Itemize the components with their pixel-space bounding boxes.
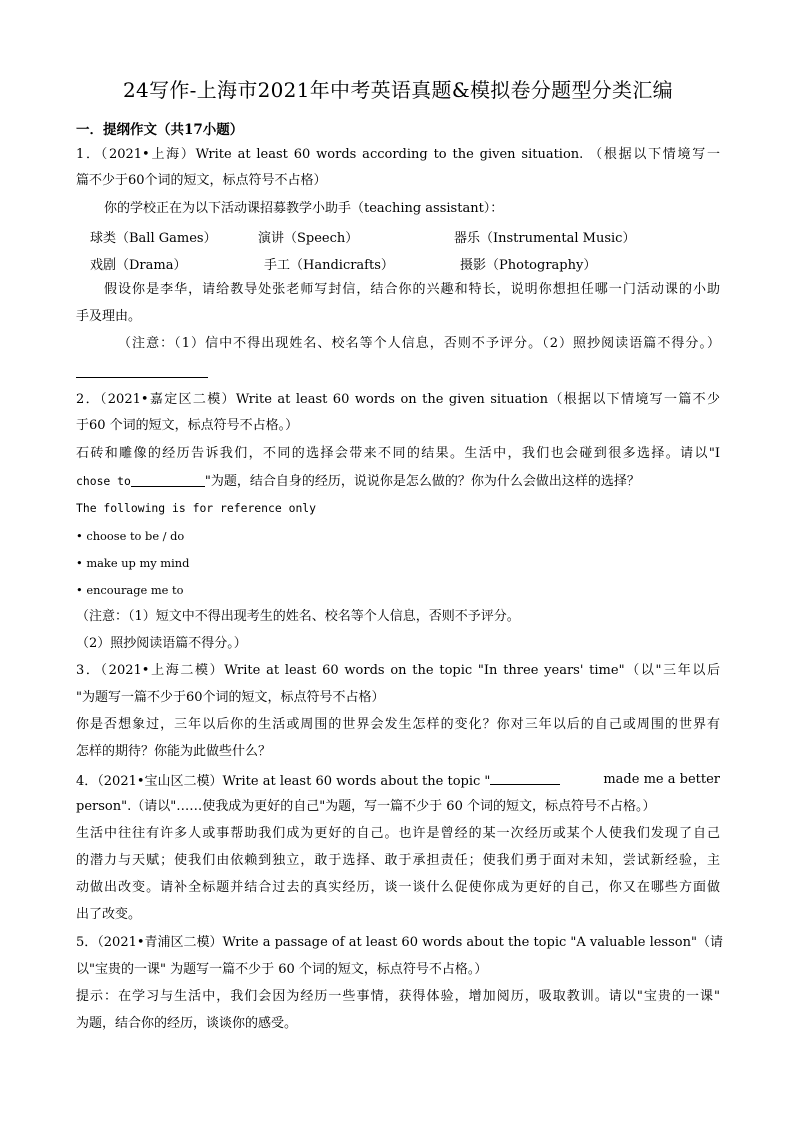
q1-option: 手工（Handicrafts） xyxy=(264,258,394,273)
q2-prompt: 2．（2021•嘉定区二模）Write at least 60 words on the given situation（根据以下情境写一篇不少 xyxy=(76,392,720,407)
q2-topic-end: "为题，结合自身的经历，说说你是怎么做的？你为什么会做出这样的选择？ xyxy=(204,474,640,489)
q4-prompt-start: 4．（2021•宝山区二模）Write at least 60 words about the topic " xyxy=(76,774,491,789)
q1-option: 器乐（Instrumental Music） xyxy=(454,231,636,246)
q2-topic-start: chose to xyxy=(76,474,131,488)
q1-prompt: 1．（2021•上海）Write at least 60 words according to the given situation. （根据以下情境写一 xyxy=(76,147,720,162)
q1-option: 摄影（Photography） xyxy=(460,258,597,273)
q3-prompt: 3．（2021•上海二模）Write at least 60 words on the topic "In three years' time"（以"三年以后 xyxy=(76,663,720,678)
q2-topic-blank xyxy=(131,473,205,487)
q2-note: （注意：（1）短文中不得出现考生的姓名、校名等个人信息，否则不予评分。 xyxy=(76,609,520,624)
q1-note: （注意：（1）信中不得出现姓名、校名等个人信息，否则不予评分。（2）照抄阅读语篇不得分。） xyxy=(118,336,720,351)
q2-topic xyxy=(76,472,720,491)
q4-situation: 生活中往往有许多人或事帮助我们成为更好的自己。也许是曾经的某一次经历或某个人使我们发现了自己 xyxy=(76,826,720,841)
q1-task: 假设你是李华，请给教导处张老师写封信，结合你的兴趣和特长，说明你想担任哪一门活动课的小助 xyxy=(104,282,720,297)
q3-situation-cont: 怎样的期待？你能为此做些什么？ xyxy=(76,744,272,759)
q3-situation: 你是否想象过，三年以后你的生活或周围的世界会发生怎样的变化？你对三年以后的自己或周围的世界有 xyxy=(76,717,720,732)
q2-reference-item: • choose to be / do xyxy=(76,529,185,543)
q1-task-cont: 手及理由。 xyxy=(76,309,142,324)
q2-note-cont: （2）照抄阅读语篇不得分。） xyxy=(76,636,247,651)
q1-option: 戏剧（Drama） xyxy=(90,258,187,273)
q1-option: 球类（Ball Games） xyxy=(90,231,217,246)
q4-situation-end: 出了改变。 xyxy=(76,907,142,922)
q3-prompt-cont: "为题写一篇不少于60个词的短文，标点符号不占格） xyxy=(76,690,385,705)
q2-situation: 石砖和雕像的经历告诉我们，不同的选择会带来不同的结果。生活中，我们也会碰到很多选择。请以"I xyxy=(76,446,720,461)
q5-hint-cont: 为题，结合你的经历，谈谈你的感受。 xyxy=(76,1016,298,1031)
q4-situation: 的潜力与天赋；使我们由依赖到独立，敢于选择、敢于承担责任；使我们勇于面对未知，尝试新经验，主 xyxy=(76,853,720,868)
separator-rule xyxy=(76,377,208,378)
q2-prompt-cont: 于60 个词的短文，标点符号不占格。） xyxy=(76,418,299,433)
q2-reference-item: • make up my mind xyxy=(76,556,190,570)
q1-option: 演讲（Speech） xyxy=(258,231,359,246)
q4-situation: 动做出改变。请补全标题并结合过去的真实经历，谈一谈什么促使你成为更好的自己，你又在哪些方面做 xyxy=(76,880,720,895)
q2-reference-heading: The following is for reference only xyxy=(76,501,317,515)
q5-prompt: 5．（2021•青浦区二模）Write a passage of at least 60 words about the topic "A valuable lesson"（请 xyxy=(76,935,723,950)
q1-situation: 你的学校正在为以下活动课招募教学小助手（teaching assistant）： xyxy=(104,201,504,216)
q4-topic-blank xyxy=(490,771,560,785)
q5-prompt-cont: 以"宝贵的一课" 为题写一篇不少于 60 个词的短文，标点符号不占格。） xyxy=(76,962,488,977)
q4-prompt xyxy=(76,771,720,791)
section-heading: 一．提纲作文（共17小题） xyxy=(76,122,244,138)
page-title: 24写作-上海市2021年中考英语真题&模拟卷分题型分类汇编 xyxy=(123,78,673,102)
q5-hint: 提示：在学习与生活中，我们会因为经历一些事情，获得体验，增加阅历，吸取教训。请以"宝贵的一课" xyxy=(76,989,720,1004)
q2-reference-item: • encourage me to xyxy=(76,583,184,597)
q1-prompt-cont: 篇不少于60个词的短文，标点符号不占格） xyxy=(76,173,327,188)
q4-prompt-end: made me a better xyxy=(603,772,720,787)
q4-prompt-cont: person".（请以"……使我成为更好的自己"为题，写一篇不少于 60 个词的短文，标点符号不占格。） xyxy=(76,799,656,814)
